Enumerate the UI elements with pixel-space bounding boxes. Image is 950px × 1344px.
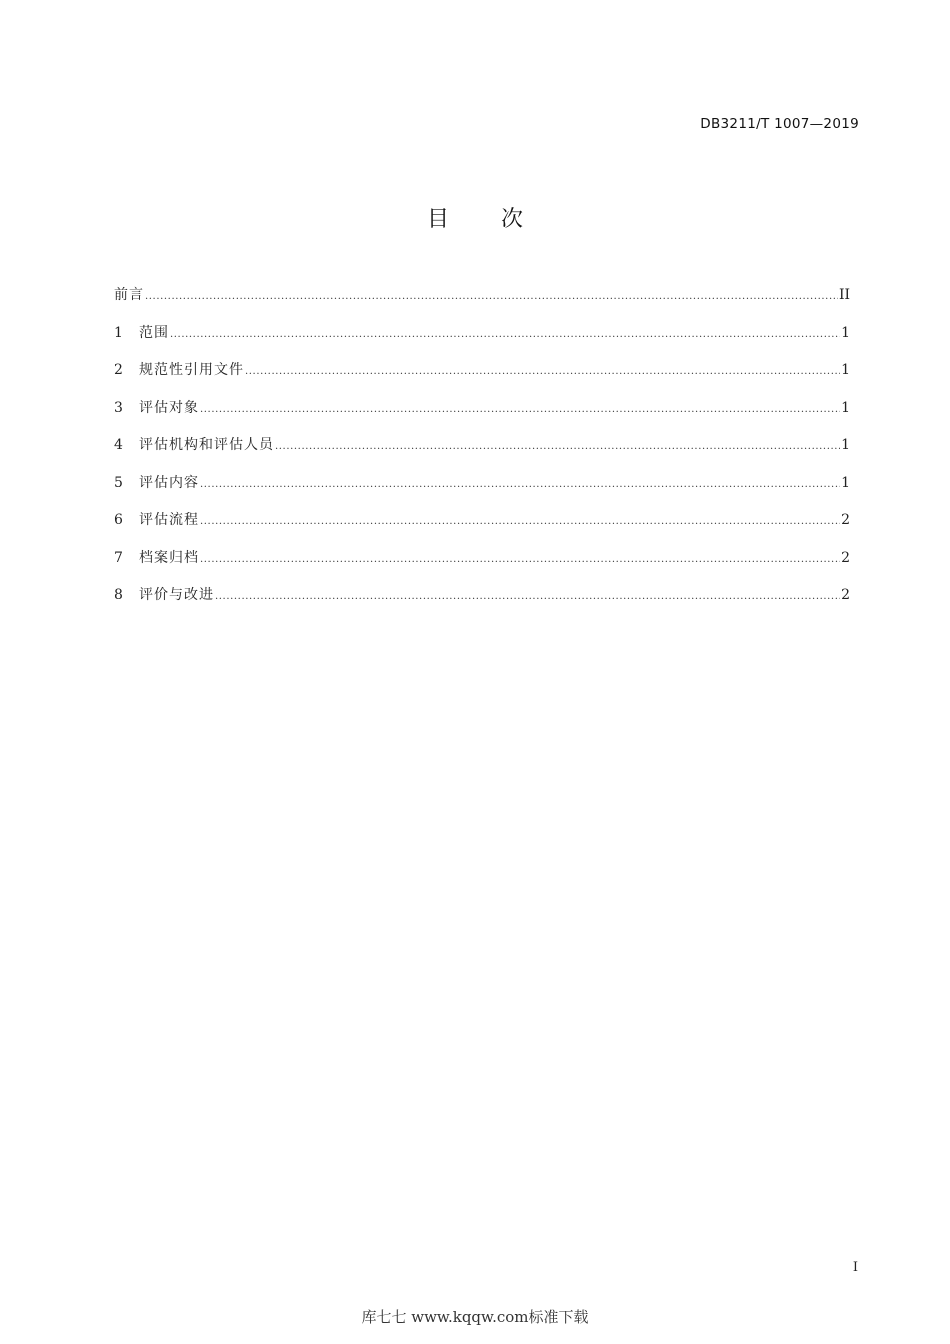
toc-number: 7 [114, 549, 123, 566]
table-of-contents [114, 284, 850, 622]
toc-page-number: 2 [841, 512, 850, 528]
toc-leader-dots [145, 291, 838, 302]
toc-page-number: 1 [841, 399, 850, 416]
toc-entry-6[interactable] [114, 509, 850, 547]
toc-number: 3 [114, 399, 123, 416]
toc-label: 评估内容 [139, 474, 199, 491]
toc-page-number: 2 [841, 587, 850, 603]
toc-entry-foreword[interactable] [114, 284, 850, 322]
toc-entry-2[interactable] [114, 359, 850, 397]
toc-number: 1 [114, 324, 123, 341]
toc-label: 评估流程 [139, 512, 199, 528]
toc-number: 6 [114, 512, 123, 528]
title-char-1: 目 [426, 207, 449, 232]
toc-label: 档案归档 [139, 549, 199, 566]
toc-page-number: 1 [841, 324, 850, 341]
toc-number: 8 [114, 587, 123, 603]
toc-label: 规范性引用文件 [139, 362, 244, 378]
toc-leader-dots [200, 516, 840, 527]
toc-entry-7[interactable] [114, 547, 850, 585]
page-title [0, 202, 950, 233]
toc-label: 评估对象 [139, 399, 199, 416]
toc-label: 范围 [139, 324, 169, 341]
toc-page-number: 2 [841, 549, 850, 566]
standard-code: DB3211/T 1007—2019 [700, 116, 859, 132]
toc-leader-dots [200, 479, 840, 490]
toc-number: 2 [114, 362, 123, 378]
toc-entry-3[interactable] [114, 397, 850, 435]
toc-leader-dots [245, 366, 840, 377]
toc-label: 评估机构和评估人员 [139, 437, 274, 453]
toc-page-number: 1 [841, 474, 850, 491]
page-number: I [852, 1260, 858, 1275]
toc-label: 评价与改进 [139, 587, 214, 603]
toc-page-number: II [838, 287, 850, 303]
toc-leader-dots [215, 591, 840, 602]
toc-page-number: 1 [841, 437, 850, 453]
toc-number: 5 [114, 474, 123, 491]
toc-entry-5[interactable] [114, 472, 850, 510]
toc-leader-dots [275, 441, 840, 452]
toc-entry-8[interactable] [114, 584, 850, 622]
toc-entry-1[interactable] [114, 322, 850, 360]
toc-leader-dots [200, 554, 840, 565]
toc-label: 前言 [114, 287, 144, 303]
toc-entry-4[interactable] [114, 434, 850, 472]
toc-number: 4 [114, 437, 123, 453]
toc-page-number: 1 [841, 362, 850, 378]
title-char-2: 次 [501, 207, 524, 232]
toc-leader-dots [170, 329, 840, 340]
toc-leader-dots [200, 404, 840, 415]
footer-watermark: 库七七 www.kqqw.com标准下载 [361, 1308, 589, 1326]
